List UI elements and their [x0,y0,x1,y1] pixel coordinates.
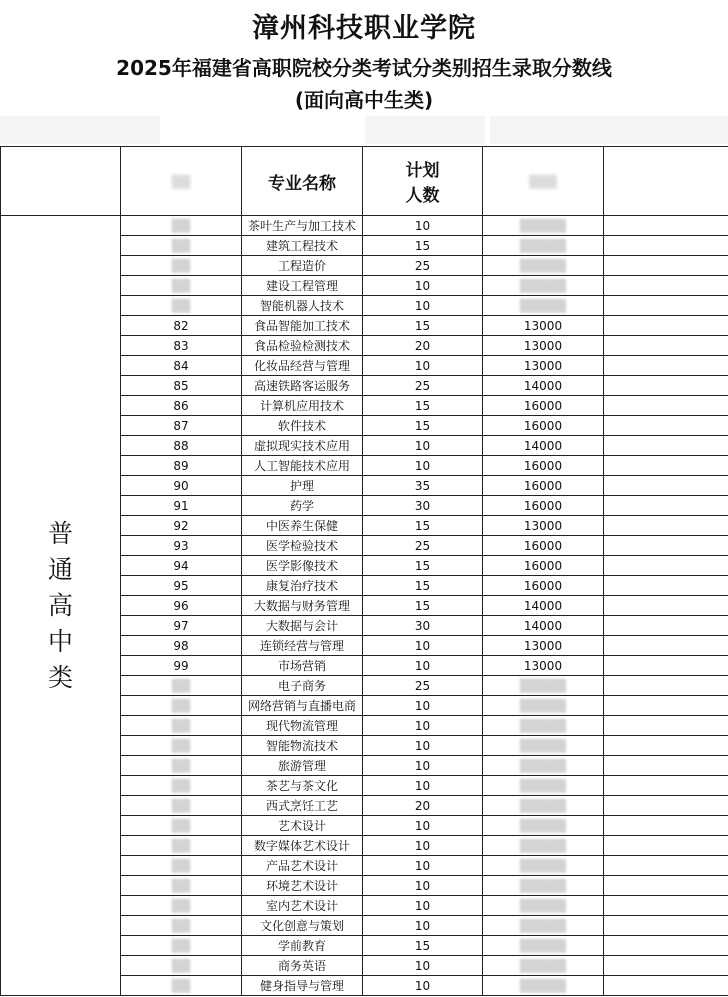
major-name: 护理 [242,476,363,496]
score-cell [483,876,604,896]
major-name: 建设工程管理 [242,276,363,296]
major-name: 康复治疗技术 [242,576,363,596]
major-name: 软件技术 [242,416,363,436]
header-score-cell: ▒▒▒ [483,147,604,216]
score-cell: 14000 [483,596,604,616]
plan-count: 10 [363,696,483,716]
school-title: 漳州科技职业学院 [252,13,476,44]
plan-count: 10 [363,636,483,656]
redacted-value: ▒▒ [171,778,191,793]
extra-cell [604,816,728,836]
plan-count: 20 [363,796,483,816]
row-number [121,756,242,776]
redacted-value: ▒▒▒▒▒ [519,258,567,273]
plan-count: 15 [363,416,483,436]
score-cell [483,796,604,816]
major-name: 艺术设计 [242,816,363,836]
extra-cell [604,496,728,516]
extra-cell [604,516,728,536]
extra-cell [604,916,728,936]
plan-count: 15 [363,516,483,536]
major-name: 连锁经营与管理 [242,636,363,656]
row-number [121,796,242,816]
score-cell [483,736,604,756]
row-number [121,676,242,696]
row-number [121,816,242,836]
redacted-value: ▒▒ [171,678,191,693]
score-cell: 16000 [483,396,604,416]
redacted-value: ▒▒ [171,958,191,973]
redacted-area-mid [365,116,485,144]
plan-count: 10 [363,896,483,916]
score-cell: 16000 [483,416,604,436]
major-name: 网络营销与直播电商 [242,696,363,716]
score-cell: 16000 [483,496,604,516]
plan-count: 10 [363,736,483,756]
extra-cell [604,976,728,996]
redacted-value: ▒▒ [171,858,191,873]
plan-count: 15 [363,316,483,336]
redacted-value: ▒▒ [171,818,191,833]
redacted-value: ▒▒ [171,258,191,273]
extra-cell [604,236,728,256]
row-number: 86 [121,396,242,416]
plan-count: 25 [363,536,483,556]
extra-cell [604,256,728,276]
extra-cell [604,616,728,636]
major-name: 工程造价 [242,256,363,276]
row-number [121,856,242,876]
row-number [121,776,242,796]
redacted-value: ▒▒ [171,738,191,753]
plan-count: 15 [363,236,483,256]
plan-count: 25 [363,376,483,396]
extra-cell [604,416,728,436]
major-name: 智能物流技术 [242,736,363,756]
extra-cell [604,456,728,476]
plan-count: 15 [363,576,483,596]
major-name: 茶艺与茶文化 [242,776,363,796]
score-cell: 16000 [483,556,604,576]
redacted-value: ▒▒▒▒▒ [519,858,567,873]
row-number [121,236,242,256]
score-cell: 13000 [483,636,604,656]
redacted-value: ▒▒▒▒▒ [519,298,567,313]
header-plan-line1: 计划 [405,161,440,181]
score-cell: 16000 [483,536,604,556]
extra-cell [604,376,728,396]
redacted-value: ▒▒▒▒▒ [519,218,567,233]
redacted-area-right [490,116,728,144]
plan-count: 30 [363,496,483,516]
score-cell [483,896,604,916]
score-cell: 13000 [483,516,604,536]
score-cell [483,916,604,936]
header-number-cell: ▒▒ [121,147,242,216]
redacted-value: ▒▒▒▒▒ [519,238,567,253]
redacted-value: ▒▒ [171,878,191,893]
category-char: 中 [47,626,73,656]
redacted-value: ▒▒▒▒▒ [519,718,567,733]
plan-count: 10 [363,776,483,796]
major-name: 计算机应用技术 [242,396,363,416]
table-header-row [1,147,728,216]
plan-count: 10 [363,916,483,936]
score-cell [483,836,604,856]
plan-count: 10 [363,956,483,976]
extra-cell [604,436,728,456]
extra-cell [604,716,728,736]
header-extra-cell [604,147,728,216]
redacted-value: ▒▒ [171,978,191,993]
extra-cell [604,476,728,496]
score-cell [483,216,604,236]
major-name: 虚拟现实技术应用 [242,436,363,456]
redacted-value: ▒▒ [171,938,191,953]
redacted-value: ▒▒ [171,298,191,313]
redacted-value: ▒▒ [171,718,191,733]
redacted-value: ▒▒▒▒▒ [519,818,567,833]
score-cell [483,976,604,996]
redacted-value: ▒▒▒▒▒ [519,738,567,753]
plan-count: 15 [363,596,483,616]
row-number [121,296,242,316]
major-name: 食品检验检测技术 [242,336,363,356]
extra-cell [604,276,728,296]
extra-cell [604,836,728,856]
extra-cell [604,596,728,616]
major-name: 市场营销 [242,656,363,676]
major-name: 学前教育 [242,936,363,956]
row-number: 98 [121,636,242,656]
score-cell [483,236,604,256]
plan-count: 10 [363,856,483,876]
document-subtitle: 2025年福建省高职院校分类考试分类别招生录取分数线 [116,56,612,80]
extra-cell [604,556,728,576]
redacted-value: ▒▒ [171,918,191,933]
plan-count: 10 [363,816,483,836]
extra-cell [604,956,728,976]
row-number [121,956,242,976]
row-number: 89 [121,456,242,476]
redacted-value: ▒▒▒▒▒ [519,978,567,993]
plan-count: 10 [363,976,483,996]
redacted-value: ▒▒ [171,238,191,253]
row-number: 97 [121,616,242,636]
extra-cell [604,216,728,236]
plan-count: 15 [363,936,483,956]
major-name: 医学影像技术 [242,556,363,576]
major-name: 现代物流管理 [242,716,363,736]
extra-cell [604,536,728,556]
score-cell: 16000 [483,476,604,496]
plan-count: 25 [363,256,483,276]
plan-count: 10 [363,756,483,776]
redacted-value: ▒▒ [171,838,191,853]
redacted-value: ▒▒ [171,798,191,813]
plan-count: 10 [363,836,483,856]
category-char: 普 [47,518,73,548]
extra-cell [604,756,728,776]
redacted-value: ▒▒▒▒▒ [519,878,567,893]
major-name: 智能机器人技术 [242,296,363,316]
redacted-value: ▒▒▒▒▒ [519,938,567,953]
header-plan-count [363,147,483,216]
redacted-value: ▒▒▒▒▒ [519,778,567,793]
score-cell [483,716,604,736]
major-name: 人工智能技术应用 [242,456,363,476]
score-cell: 16000 [483,456,604,476]
major-name: 室内艺术设计 [242,896,363,916]
major-name: 建筑工程技术 [242,236,363,256]
major-name: 食品智能加工技术 [242,316,363,336]
row-number [121,896,242,916]
redacted-value: ▒▒▒▒▒ [519,678,567,693]
score-cell [483,936,604,956]
row-number [121,836,242,856]
redacted-value: ▒▒▒▒▒ [519,798,567,813]
major-name: 旅游管理 [242,756,363,776]
major-name: 大数据与会计 [242,616,363,636]
plan-count: 10 [363,356,483,376]
row-number [121,276,242,296]
score-cell: 13000 [483,316,604,336]
extra-cell [604,356,728,376]
extra-cell [604,796,728,816]
row-number [121,736,242,756]
table-row [1,216,728,236]
category-char: 通 [47,554,73,584]
major-name: 高速铁路客运服务 [242,376,363,396]
redacted-value: ▒▒ [171,898,191,913]
row-number: 88 [121,436,242,456]
plan-count: 15 [363,556,483,576]
plan-count: 10 [363,656,483,676]
score-cell [483,816,604,836]
redacted-value: ▒▒▒▒▒ [519,698,567,713]
score-cell [483,856,604,876]
extra-cell [604,776,728,796]
major-name: 电子商务 [242,676,363,696]
category-char: 高 [47,590,73,620]
extra-cell [604,936,728,956]
plan-count: 10 [363,456,483,476]
redacted-area-left [0,116,160,144]
redacted-value: ▒▒▒▒▒ [519,278,567,293]
extra-cell [604,696,728,716]
plan-count: 10 [363,296,483,316]
major-name: 商务英语 [242,956,363,976]
score-cell [483,676,604,696]
plan-count: 10 [363,876,483,896]
plan-count: 20 [363,336,483,356]
plan-count: 35 [363,476,483,496]
header-major-name: 专业名称 [242,147,363,216]
extra-cell [604,336,728,356]
score-cell: 13000 [483,656,604,676]
major-name: 西式烹饪工艺 [242,796,363,816]
row-number [121,876,242,896]
row-number: 95 [121,576,242,596]
row-number: 92 [121,516,242,536]
major-name: 大数据与财务管理 [242,596,363,616]
score-cell: 14000 [483,376,604,396]
extra-cell [604,396,728,416]
row-number [121,936,242,956]
major-name: 茶叶生产与加工技术 [242,216,363,236]
extra-cell [604,576,728,596]
category-note: (面向高中生类) [294,88,434,112]
admission-table [0,146,728,996]
plan-count: 10 [363,716,483,736]
extra-cell [604,896,728,916]
major-name: 健身指导与管理 [242,976,363,996]
major-name: 医学检验技术 [242,536,363,556]
major-name: 数字媒体艺术设计 [242,836,363,856]
row-number: 93 [121,536,242,556]
score-cell: 14000 [483,436,604,456]
extra-cell [604,856,728,876]
redacted-value: ▒▒ [171,758,191,773]
score-cell [483,956,604,976]
redacted-value: ▒▒ [171,278,191,293]
major-name: 文化创意与策划 [242,916,363,936]
score-cell [483,296,604,316]
header-category-cell [1,147,121,216]
row-number: 85 [121,376,242,396]
plan-count: 15 [363,396,483,416]
category-char: 类 [47,662,73,692]
row-number [121,696,242,716]
score-cell [483,276,604,296]
redacted-value: ▒▒▒▒▒ [519,898,567,913]
redacted-value: ▒▒ [171,218,191,233]
row-number: 87 [121,416,242,436]
extra-cell [604,656,728,676]
redacted-value: ▒▒▒▒▒ [519,838,567,853]
score-cell: 13000 [483,356,604,376]
redacted-value: ▒▒▒▒▒ [519,918,567,933]
plan-count: 10 [363,276,483,296]
major-name: 化妆品经营与管理 [242,356,363,376]
row-number [121,216,242,236]
redacted-value: ▒▒▒▒▒ [519,958,567,973]
row-number [121,976,242,996]
plan-count: 30 [363,616,483,636]
extra-cell [604,736,728,756]
redacted-value: ▒▒▒▒▒ [519,758,567,773]
row-number: 96 [121,596,242,616]
score-cell: 13000 [483,336,604,356]
plan-count: 10 [363,216,483,236]
extra-cell [604,636,728,656]
plan-count: 25 [363,676,483,696]
category-cell [1,216,121,996]
extra-cell [604,676,728,696]
row-number [121,256,242,276]
row-number: 91 [121,496,242,516]
row-number: 90 [121,476,242,496]
header-plan-line2: 人数 [405,186,440,206]
extra-cell [604,296,728,316]
major-name: 中医养生保健 [242,516,363,536]
major-name: 环境艺术设计 [242,876,363,896]
score-cell [483,256,604,276]
major-name: 药学 [242,496,363,516]
row-number: 82 [121,316,242,336]
score-cell: 16000 [483,576,604,596]
row-number: 83 [121,336,242,356]
row-number: 94 [121,556,242,576]
major-name: 产品艺术设计 [242,856,363,876]
score-cell: 14000 [483,616,604,636]
score-cell [483,776,604,796]
score-cell [483,756,604,776]
row-number [121,716,242,736]
extra-cell [604,876,728,896]
extra-cell [604,316,728,336]
redacted-value: ▒▒ [171,698,191,713]
plan-count: 10 [363,436,483,456]
score-cell [483,696,604,716]
row-number: 84 [121,356,242,376]
row-number [121,916,242,936]
row-number: 99 [121,656,242,676]
